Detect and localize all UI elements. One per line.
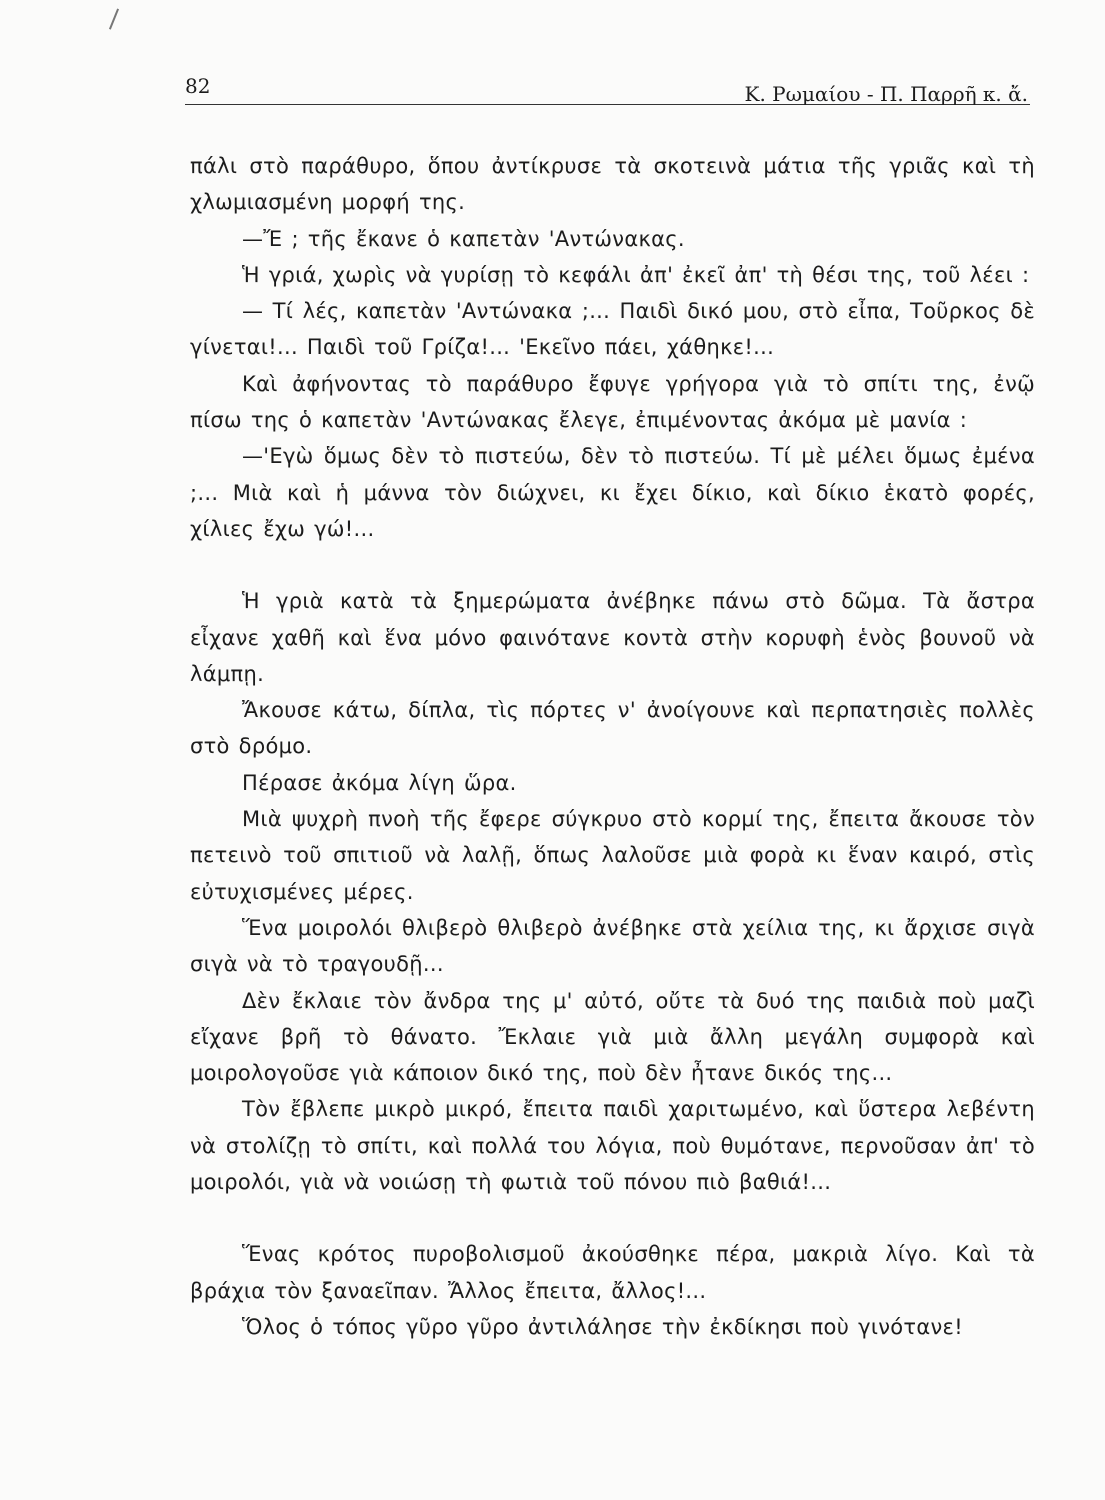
paragraph: Καὶ ἀφήνοντας τὸ παράθυρο ἔφυγε γρήγορα γιὰ τὸ σπίτι της, ἐνῷ πίσω της ὁ καπετὰν 'Αντώνακας ἔλεγε, ἐπιμένοντας ἀκόμα μὲ μανία : <box>190 371 1035 433</box>
page-header <box>185 70 1030 105</box>
scan-mark <box>109 9 119 30</box>
paragraph: Ἡ γριά, χωρὶς νὰ γυρίσῃ τὸ κεφάλι ἀπ' ἐκεῖ ἀπ' τὴ θέσι της, τοῦ λέει : <box>242 262 1030 287</box>
page-number: 82 <box>185 74 211 98</box>
paragraph: Ἕνας κρότος πυροβολισμοῦ ἀκούσθηκε πέρα, μακριὰ λίγο. Καὶ τὰ βράχια τὸν ξαναεῖπαν. Ἄλλος ἔπειτα, ἄλλος!... <box>190 1242 1035 1303</box>
paragraph: Ὅλος ὁ τόπος γῦρο γῦρο ἀντιλάλησε τὴν ἐκδίκησι ποὺ γινότανε! <box>242 1314 963 1339</box>
paragraph: —Ἔ ; τῆς ἔκανε ὁ καπετὰν 'Αντώνακας. <box>242 226 685 251</box>
section-break <box>190 547 1035 583</box>
running-head: Κ. Ρωμαίου - Π. Παρρῆ κ. ἄ. <box>744 82 1028 106</box>
paragraph: — Τί λές, καπετὰν 'Αντώνακα ;... Παιδὶ δικό μου, στὸ εἶπα, Τοῦρκος δὲ γίνεται!... Παιδὶ τοῦ Γρίζα!... 'Εκεῖνο πάει, χάθηκε!... <box>190 299 1035 360</box>
section-break <box>190 1200 1035 1236</box>
paragraph: —'Εγὼ ὅμως δὲν τὸ πιστεύω, δὲν τὸ πιστεύω. Τί μὲ μέλει ὅμως ἐμένα ;... Μιὰ καὶ ἡ μάννα τὸν διώχνει, κι ἔχει δίκιο, καὶ δίκιο ἑκατὸ φορές, χίλιες ἔχω γώ!... <box>190 444 1035 541</box>
paragraph: Ἡ γριὰ κατὰ τὰ ξημερώματα ἀνέβηκε πάνω στὸ δῶμα. Τὰ ἄστρα εἶχανε χαθῆ καὶ ἕνα μόνο φαινότανε κοντὰ στὴν κορυφὴ ἑνὸς βουνοῦ νὰ λάμπῃ. <box>190 589 1035 686</box>
body-text <box>190 148 1035 1345</box>
paragraph: Ἕνα μοιρολόι θλιβερὸ θλιβερὸ ἀνέβηκε στὰ χείλια της, κι ἄρχισε σιγὰ σιγὰ νὰ τὸ τραγουδῇ... <box>190 915 1035 977</box>
paragraph: πάλι στὸ παράθυρο, ὅπου ἀντίκρυσε τὰ σκοτεινὰ μάτια τῆς γριᾶς καὶ τὴ χλωμιασμένη μορφή της. <box>190 154 1035 215</box>
paragraph: Δὲν ἔκλαιε τὸν ἄνδρα της μ' αὐτό, οὔτε τὰ δυό της παιδιὰ ποὺ μαζὶ εἴχανε βρῆ τὸ θάνατο. Ἔκλαιε γιὰ μιὰ ἄλλη μεγάλη συμφορὰ καὶ μοιρολογοῦσε γιὰ κάποιον δικό της, ποὺ δὲν ἦτανε δικός της... <box>190 988 1035 1086</box>
paragraph: Πέρασε ἀκόμα λίγη ὥρα. <box>242 770 517 795</box>
paragraph: Μιὰ ψυχρὴ πνοὴ τῆς ἔφερε σύγκρυο στὸ κορμί της, ἔπειτα ἄκουσε τὸν πετεινὸ τοῦ σπιτιοῦ νὰ λαλῇ, ὅπως λαλοῦσε μιὰ φορὰ κι ἕναν καιρό, στὶς εὐτυχισμένες μέρες. <box>190 807 1035 904</box>
paragraph: Ἄκουσε κάτω, δίπλα, τὶς πόρτες ν' ἀνοίγουνε καὶ περπατησιὲς πολλὲς στὸ δρόμο. <box>190 698 1035 759</box>
paragraph: Τὸν ἔβλεπε μικρὸ μικρό, ἔπειτα παιδὶ χαριτωμένο, καὶ ὕστερα λεβέντη νὰ στολίζῃ τὸ σπίτι, καὶ πολλά του λόγια, ποὺ θυμότανε, περνοῦσαν ἀπ' τὸ μοιρολόι, γιὰ νὰ νοιώσῃ τὴ φωτιὰ τοῦ πόνου πιὸ βαθιά!... <box>190 1097 1035 1195</box>
